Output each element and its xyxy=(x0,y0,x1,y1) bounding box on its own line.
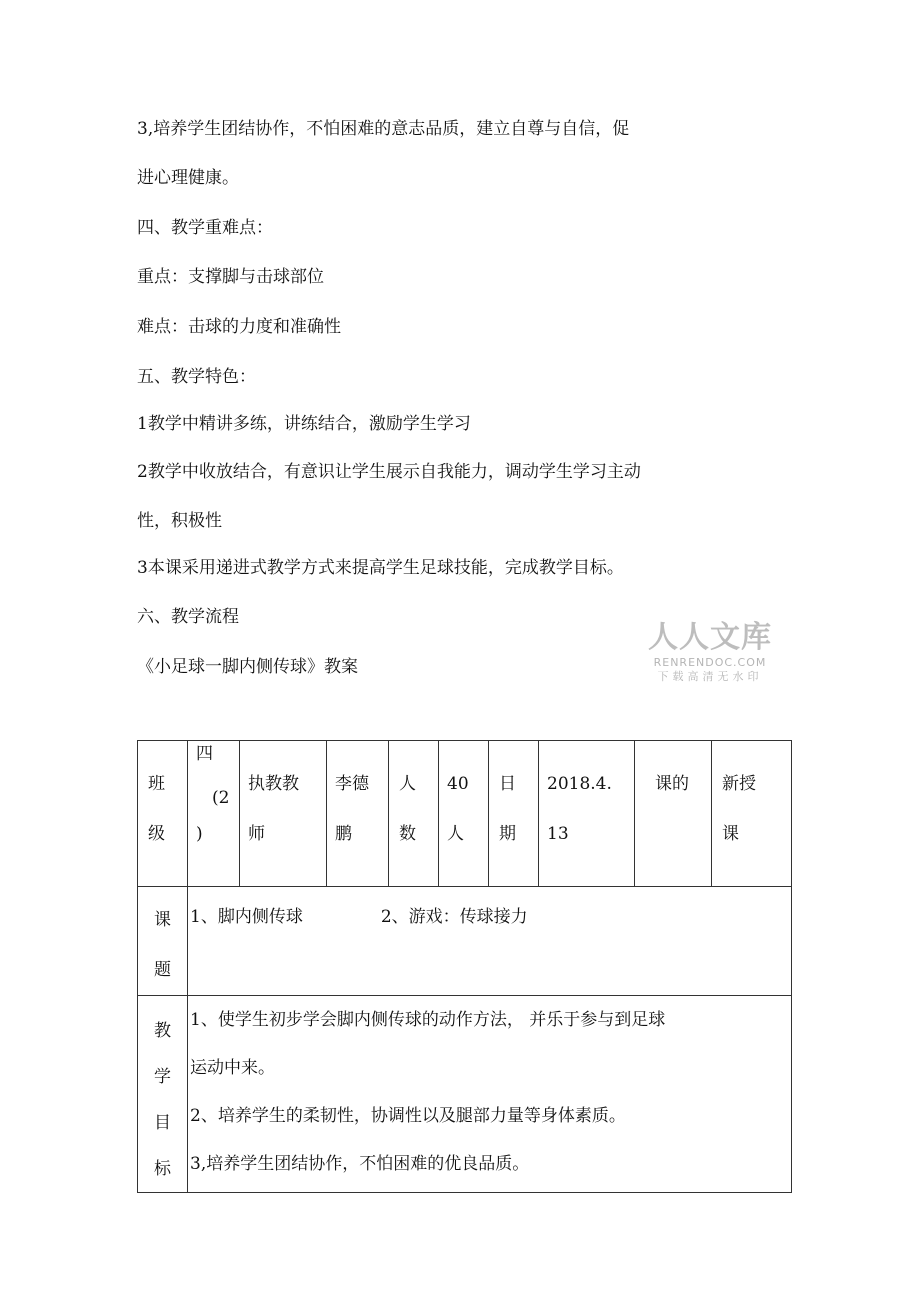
date-value-cell: 2018.4. 13 xyxy=(539,741,635,887)
lesson-plan-title: 《小足球一脚内侧传球》教案 xyxy=(137,657,358,677)
table-row xyxy=(138,996,792,1193)
paragraph-feature-2-cont: 性，积极性 xyxy=(137,511,222,531)
watermark-title: 人人文库 xyxy=(648,620,772,655)
section-heading-features: 五、教学特色： xyxy=(137,367,256,387)
topic-item-2: 2、游戏：传球接力 xyxy=(380,907,528,927)
lesson-type-label-cell: 课的 xyxy=(635,741,712,887)
goal-line-1: 1、使学生初步学会脚内侧传球的动作方法， 并乐于参与到足球 xyxy=(190,1010,666,1030)
watermark-slogan: 下载高清无水印 xyxy=(657,670,763,683)
paragraph-goal-3: 3,培养学生团结协作，不怕困难的意志品质，建立自尊与自信，促 xyxy=(137,119,630,139)
paragraph-feature-2: 2教学中收放结合，有意识让学生展示自我能力，调动学生学习主动 xyxy=(137,462,641,482)
goal-line-3: 2、培养学生的柔韧性，协调性以及腿部力量等身体素质。 xyxy=(190,1106,626,1126)
goal-line-2: 运动中来。 xyxy=(190,1058,275,1078)
count-value-cell: 40 人 xyxy=(439,741,489,887)
class-value-cell: 四 (2 ) xyxy=(188,741,240,887)
paragraph-feature-3: 3本课采用递进式教学方式来提高学生足球技能，完成教学目标。 xyxy=(137,558,624,578)
goals-content-cell xyxy=(188,996,792,1193)
topic-label-cell: 课 题 xyxy=(138,887,188,996)
teacher-label-cell: 执教教 师 xyxy=(240,741,327,887)
section-heading-key-points: 四、教学重难点： xyxy=(137,218,273,238)
section-heading-flow: 六、教学流程 xyxy=(137,607,239,627)
class-label-cell: 班 级 xyxy=(138,741,188,887)
teacher-value-cell: 李德 鹏 xyxy=(327,741,389,887)
paragraph-difficult-point: 难点：击球的力度和准确性 xyxy=(137,317,341,337)
lesson-info-table xyxy=(137,740,792,1193)
topic-content-cell xyxy=(188,887,792,996)
watermark-domain: RENRENDOC.COM xyxy=(653,656,767,669)
date-label-cell: 日 期 xyxy=(489,741,539,887)
topic-item-1: 1、脚内侧传球 xyxy=(190,907,303,927)
table-row xyxy=(138,741,792,887)
paragraph-key-point: 重点：支撑脚与击球部位 xyxy=(137,267,324,287)
paragraph-feature-1: 1教学中精讲多练，讲练结合，激励学生学习 xyxy=(137,414,471,434)
goals-label-cell: 教 学 目 标 xyxy=(138,996,188,1193)
goal-line-4: 3,培养学生团结协作，不怕困难的优良品质。 xyxy=(190,1154,530,1174)
paragraph-goal-3-cont: 进心理健康。 xyxy=(137,168,239,188)
count-label-cell: 人 数 xyxy=(389,741,439,887)
watermark-logo xyxy=(640,620,780,684)
lesson-type-value-cell: 新授 课 xyxy=(712,741,792,887)
table-row xyxy=(138,887,792,996)
